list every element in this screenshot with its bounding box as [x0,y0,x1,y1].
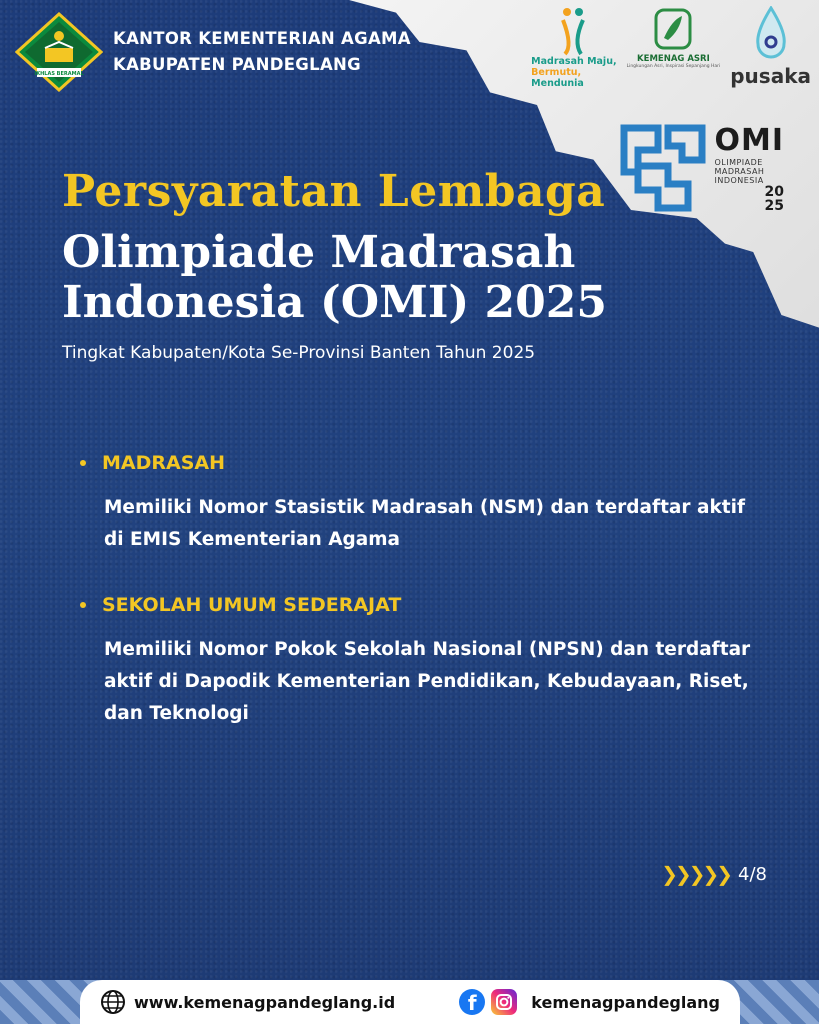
page-number: 4/8 [738,863,767,885]
title-line1: Persyaratan Lembaga [62,166,606,217]
kemenag-logo [15,12,103,92]
section-body: Memiliki Nomor Pokok Sekolah Nasional (NPSN) dan terdaftar aktif di Dapodik Kementerian Pendidikan, Kebudayaan, Riset, dan Teknologi [104,639,751,724]
header [15,12,411,92]
madrasah-maju-logo [529,6,616,89]
office-name [113,26,411,78]
madrasah-maju-line2: Bermutu, [531,67,582,78]
instagram-icon[interactable] [491,989,517,1015]
omi-line2: MADRASAH [714,167,765,176]
kemenag-asri-sub: Lingkungan Asri, Inspirasi Sepanjang Hari [626,64,721,69]
omi-line1: OLIMPIADE [714,158,763,167]
social-handle[interactable]: kemenagpandeglang [531,992,720,1012]
logo-ribbon-text: IKHLAS BERAMAL [34,71,84,77]
pusaka-text: pusaka [730,64,811,88]
facebook-icon[interactable]: f [459,989,485,1015]
partner-logos [529,6,811,89]
kemenag-asri-text: KEMENAG ASRI [637,54,710,64]
kemenag-asri-logo [627,6,721,69]
omi-year-b: 25 [764,198,784,214]
hand-leaf-icon [652,6,694,52]
section-heading: MADRASAH [102,452,226,474]
omi-logo [618,120,784,216]
section-heading: SEKOLAH UMUM SEDERAJAT [102,594,402,616]
bullet-icon [80,602,86,608]
section-body: Memiliki Nomor Stasistik Madrasah (NSM) dan terdaftar aktif di EMIS Kementerian Agama [104,497,745,550]
footer [80,980,740,1024]
section-sekolah-umum [80,594,760,730]
website-link[interactable]: www.kemenagpandeglang.id [134,992,396,1012]
pusaka-logo [730,6,811,88]
omi-year-a: 20 [764,184,784,200]
madrasah-maju-line1: Madrasah Maju, [531,56,617,67]
madrasah-maju-line3: Mendunia [531,78,584,89]
office-line2: KABUPATEN PANDEGLANG [113,55,361,74]
subtitle: Tingkat Kabupaten/Kota Se-Provinsi Banten Tahun 2025 [62,343,536,363]
omi-line3: INDONESIA [714,176,764,185]
section-madrasah [80,452,760,556]
globe-icon [100,989,126,1015]
pusaka-drop-icon [754,6,788,62]
chevron-right-icon: ❯❯❯❯❯ [661,862,731,886]
bullet-icon [80,460,86,466]
title-line2: Olimpiade Madrasah Indonesia (OMI) 2025 [62,227,608,328]
omi-emblem-icon [618,120,708,216]
office-line1: KANTOR KEMENTERIAN AGAMA [113,29,411,48]
omi-title: OMI [714,123,784,158]
madrasah-maju-icon [559,6,587,56]
page-indicator [661,862,767,886]
